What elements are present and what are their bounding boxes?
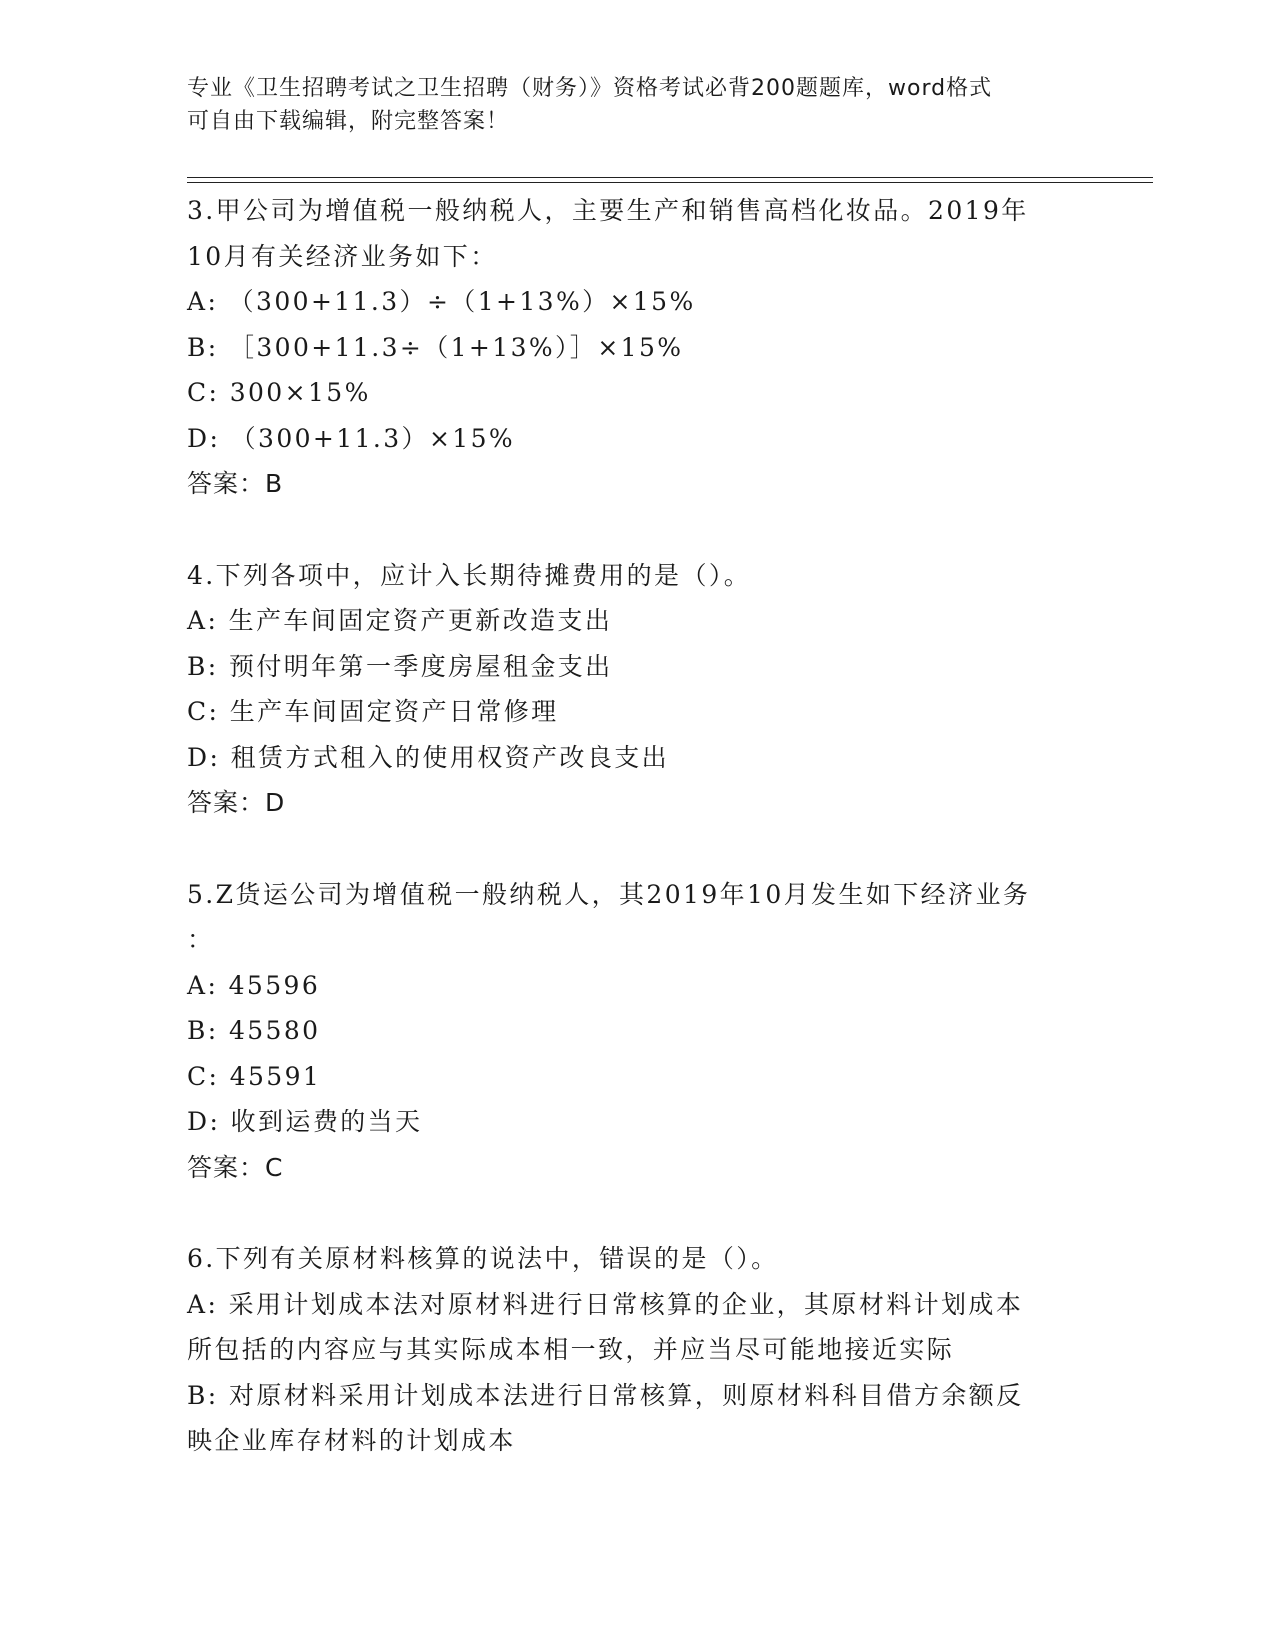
option-c: C: 生产车间固定资产日常修理 [187, 697, 559, 726]
answer-label: 答案：C [187, 1152, 284, 1182]
option-a: A: 生产车间固定资产更新改造支出 [187, 606, 613, 635]
option-d: D: （300+11.3）×15% [187, 423, 516, 453]
question-stem-line: 10月有关经济业务如下： [187, 241, 498, 271]
spacer [187, 826, 1087, 872]
option-b: B: 对原材料采用计划成本法进行日常核算，则原材料科目借方余额反 [187, 1380, 1024, 1410]
header-divider-top [187, 177, 1153, 178]
question-4 [187, 553, 1087, 826]
option-d: D: 收到运费的当天 [187, 1107, 423, 1136]
header-line-2: 可自由下载编辑，附完整答案！ [187, 109, 510, 134]
option-d: D: 租赁方式租入的使用权资产改良支出 [187, 742, 670, 772]
option-a: A: 采用计划成本法对原材料进行日常核算的企业，其原材料计划成本 [187, 1289, 1024, 1319]
option-a-continued: 所包括的内容应与其实际成本相一致，并应当尽可能地接近实际 [187, 1335, 955, 1364]
question-stem-line: 3.甲公司为增值税一般纳税人，主要生产和销售高档化妆品。2019年 [187, 196, 1029, 225]
spacer [187, 507, 1087, 553]
option-a: A: （300+11.3）÷（1+13%）×15% [187, 287, 696, 316]
spacer [187, 1190, 1087, 1236]
question-list [187, 188, 1087, 1464]
question-stem-line: ： [187, 925, 215, 954]
question-5 [187, 872, 1087, 1191]
question-stem-line: 4.下列各项中，应计入长期待摊费用的是（）。 [187, 560, 752, 590]
question-stem-line: 5.Z货运公司为增值税一般纳税人，其2019年10月发生如下经济业务 [187, 879, 1031, 909]
question-6 [187, 1236, 1087, 1464]
option-c: C: 300×15% [187, 378, 371, 407]
option-b: B: ［300+11.3÷（1+13%）］×15% [187, 332, 684, 362]
answer-label: 答案：D [187, 788, 286, 817]
document-header [187, 72, 1067, 138]
option-b: B: 45580 [187, 1016, 321, 1045]
header-line-1: 专业《卫生招聘考试之卫生招聘（财务）》资格考试必背200题题库，word格式 [187, 76, 993, 101]
option-b-continued: 映企业库存材料的计划成本 [187, 1426, 516, 1455]
option-a: A: 45596 [187, 970, 321, 1000]
option-c: C: 45591 [187, 1061, 322, 1091]
answer-label: 答案：B [187, 469, 284, 498]
question-3 [187, 188, 1087, 507]
option-b: B: 预付明年第一季度房屋租金支出 [187, 651, 613, 681]
header-divider-bottom [187, 182, 1153, 183]
question-stem-line: 6.下列有关原材料核算的说法中，错误的是（）。 [187, 1244, 779, 1273]
